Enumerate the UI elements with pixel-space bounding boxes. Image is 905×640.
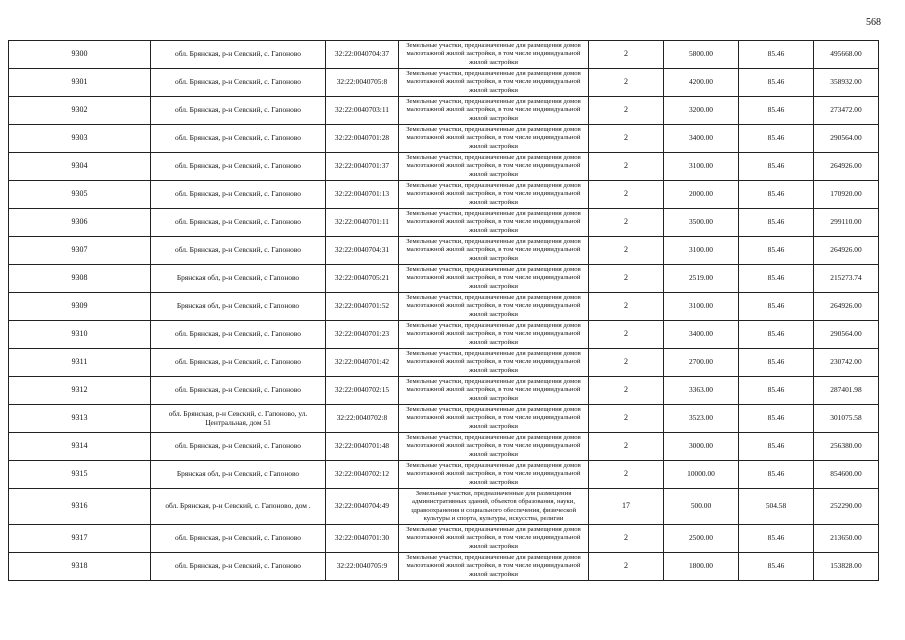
area-cell: 3000.00 — [664, 433, 739, 461]
row-number-cell: 9314 — [9, 433, 151, 461]
unit-value-cell: 85.46 — [739, 181, 814, 209]
row-number-cell: 9312 — [9, 377, 151, 405]
land-use-cell: Земельные участки, предназначенные для размещения домов малоэтажной жилой застройки, в том числе индивидуальной жилой застройки — [399, 349, 589, 377]
address-cell: Брянская обл, р-н Севский, с Гапоново — [151, 265, 326, 293]
use-group-cell: 17 — [589, 489, 664, 525]
area-cell: 3363.00 — [664, 377, 739, 405]
use-group-cell: 2 — [589, 41, 664, 69]
use-group-cell: 2 — [589, 377, 664, 405]
area-cell: 2500.00 — [664, 525, 739, 553]
address-cell: обл. Брянская, р-н Севский, с. Гапоново — [151, 181, 326, 209]
unit-value-cell: 85.46 — [739, 461, 814, 489]
row-number-cell: 9307 — [9, 237, 151, 265]
address-cell: обл. Брянская, р-н Севский, с. Гапоново — [151, 125, 326, 153]
land-use-cell: Земельные участки, предназначенные для размещения домов малоэтажной жилой застройки, в том числе индивидуальной жилой застройки — [399, 293, 589, 321]
cadastral-number-cell: 32:22:0040701:11 — [326, 209, 399, 237]
unit-value-cell: 85.46 — [739, 405, 814, 433]
table-row — [9, 41, 879, 69]
unit-value-cell: 85.46 — [739, 349, 814, 377]
table-row — [9, 181, 879, 209]
cadastral-number-cell: 32:22:0040705:8 — [326, 69, 399, 97]
cadastral-value-cell: 290564.00 — [814, 321, 879, 349]
unit-value-cell: 85.46 — [739, 153, 814, 181]
row-number-cell: 9305 — [9, 181, 151, 209]
table-row — [9, 97, 879, 125]
cadastral-value-cell: 287401.98 — [814, 377, 879, 405]
cadastral-number-cell: 32:22:0040701:23 — [326, 321, 399, 349]
area-cell: 3100.00 — [664, 237, 739, 265]
use-group-cell: 2 — [589, 181, 664, 209]
row-number-cell: 9317 — [9, 525, 151, 553]
cadastral-value-cell: 854600.00 — [814, 461, 879, 489]
address-cell: обл. Брянская, р-н Севский, с. Гапоново, ул. Центральная, дом 51 — [151, 405, 326, 433]
cadastral-value-cell: 301075.58 — [814, 405, 879, 433]
cadastral-number-cell: 32:22:0040701:30 — [326, 525, 399, 553]
table-row — [9, 293, 879, 321]
cadastral-number-cell: 32:22:0040705:9 — [326, 553, 399, 581]
unit-value-cell: 85.46 — [739, 553, 814, 581]
row-number-cell: 9316 — [9, 489, 151, 525]
cadastral-number-cell: 32:22:0040701:48 — [326, 433, 399, 461]
row-number-cell: 9318 — [9, 553, 151, 581]
land-use-cell: Земельные участки, предназначенные для размещения административных зданий, объектов образования, науки, здравоохранения и социального обеспечения, физической культуры и спорта, культуры, искусства, религии — [399, 489, 589, 525]
cadastral-number-cell: 32:22:0040703:11 — [326, 97, 399, 125]
table-row — [9, 433, 879, 461]
use-group-cell: 2 — [589, 209, 664, 237]
unit-value-cell: 85.46 — [739, 237, 814, 265]
use-group-cell: 2 — [589, 97, 664, 125]
use-group-cell: 2 — [589, 153, 664, 181]
area-cell: 3400.00 — [664, 125, 739, 153]
use-group-cell: 2 — [589, 525, 664, 553]
cadastral-value-cell: 153828.00 — [814, 553, 879, 581]
row-number-cell: 9308 — [9, 265, 151, 293]
use-group-cell: 2 — [589, 349, 664, 377]
cadastral-number-cell: 32:22:0040702:12 — [326, 461, 399, 489]
cadastral-number-cell: 32:22:0040701:13 — [326, 181, 399, 209]
area-cell: 3523.00 — [664, 405, 739, 433]
row-number-cell: 9315 — [9, 461, 151, 489]
use-group-cell: 2 — [589, 321, 664, 349]
address-cell: обл. Брянская, р-н Севский, с. Гапоново — [151, 433, 326, 461]
cadastral-value-cell: 290564.00 — [814, 125, 879, 153]
unit-value-cell: 85.46 — [739, 377, 814, 405]
cadastral-number-cell: 32:22:0040704:31 — [326, 237, 399, 265]
address-cell: обл. Брянская, р-н Севский, с. Гапоново — [151, 97, 326, 125]
area-cell: 3400.00 — [664, 321, 739, 349]
address-cell: обл. Брянская, р-н Севский, с. Гапоново — [151, 349, 326, 377]
row-number-cell: 9300 — [9, 41, 151, 69]
table-row — [9, 209, 879, 237]
use-group-cell: 2 — [589, 237, 664, 265]
table-row — [9, 461, 879, 489]
unit-value-cell: 85.46 — [739, 293, 814, 321]
table-row — [9, 237, 879, 265]
cadastral-number-cell: 32:22:0040704:37 — [326, 41, 399, 69]
cadastral-value-cell: 256380.00 — [814, 433, 879, 461]
cadastral-value-cell: 213650.00 — [814, 525, 879, 553]
row-number-cell: 9302 — [9, 97, 151, 125]
address-cell: Брянская обл, р-н Севский, с Гапоново — [151, 293, 326, 321]
table-row — [9, 489, 879, 525]
use-group-cell: 2 — [589, 265, 664, 293]
unit-value-cell: 85.46 — [739, 41, 814, 69]
land-use-cell: Земельные участки, предназначенные для размещения домов малоэтажной жилой застройки, в том числе индивидуальной жилой застройки — [399, 265, 589, 293]
land-use-cell: Земельные участки, предназначенные для размещения домов малоэтажной жилой застройки, в том числе индивидуальной жилой застройки — [399, 321, 589, 349]
cadastral-value-cell: 264926.00 — [814, 153, 879, 181]
land-use-cell: Земельные участки, предназначенные для размещения домов малоэтажной жилой застройки, в том числе индивидуальной жилой застройки — [399, 41, 589, 69]
use-group-cell: 2 — [589, 461, 664, 489]
cadastral-number-cell: 32:22:0040705:21 — [326, 265, 399, 293]
land-use-cell: Земельные участки, предназначенные для размещения домов малоэтажной жилой застройки, в том числе индивидуальной жилой застройки — [399, 125, 589, 153]
land-use-cell: Земельные участки, предназначенные для размещения домов малоэтажной жилой застройки, в том числе индивидуальной жилой застройки — [399, 237, 589, 265]
area-cell: 3500.00 — [664, 209, 739, 237]
address-cell: обл. Брянская, р-н Севский, с. Гапоново, дом . — [151, 489, 326, 525]
land-use-cell: Земельные участки, предназначенные для размещения домов малоэтажной жилой застройки, в том числе индивидуальной жилой застройки — [399, 461, 589, 489]
cadastral-number-cell: 32:22:0040701:52 — [326, 293, 399, 321]
land-use-cell: Земельные участки, предназначенные для размещения домов малоэтажной жилой застройки, в том числе индивидуальной жилой застройки — [399, 553, 589, 581]
address-cell: обл. Брянская, р-н Севский, с. Гапоново — [151, 209, 326, 237]
area-cell: 10000.00 — [664, 461, 739, 489]
address-cell: обл. Брянская, р-н Севский, с. Гапоново — [151, 553, 326, 581]
unit-value-cell: 85.46 — [739, 321, 814, 349]
area-cell: 3100.00 — [664, 293, 739, 321]
unit-value-cell: 85.46 — [739, 97, 814, 125]
address-cell: обл. Брянская, р-н Севский, с. Гапоново — [151, 41, 326, 69]
row-number-cell: 9303 — [9, 125, 151, 153]
cadastral-value-cell: 252290.00 — [814, 489, 879, 525]
address-cell: обл. Брянская, р-н Севский, с. Гапоново — [151, 377, 326, 405]
use-group-cell: 2 — [589, 69, 664, 97]
address-cell: обл. Брянская, р-н Севский, с. Гапоново — [151, 321, 326, 349]
table-row — [9, 525, 879, 553]
row-number-cell: 9311 — [9, 349, 151, 377]
cadastral-value-cell: 495668.00 — [814, 41, 879, 69]
address-cell: обл. Брянская, р-н Севский, с. Гапоново — [151, 237, 326, 265]
row-number-cell: 9313 — [9, 405, 151, 433]
unit-value-cell: 85.46 — [739, 525, 814, 553]
cadastral-value-cell: 215273.74 — [814, 265, 879, 293]
row-number-cell: 9310 — [9, 321, 151, 349]
land-use-cell: Земельные участки, предназначенные для размещения домов малоэтажной жилой застройки, в том числе индивидуальной жилой застройки — [399, 377, 589, 405]
cadastral-number-cell: 32:22:0040701:42 — [326, 349, 399, 377]
row-number-cell: 9304 — [9, 153, 151, 181]
table-row — [9, 377, 879, 405]
area-cell: 2700.00 — [664, 349, 739, 377]
cadastral-value-cell: 299110.00 — [814, 209, 879, 237]
page-number: 568 — [866, 17, 881, 28]
cadastral-number-cell: 32:22:0040701:28 — [326, 125, 399, 153]
land-use-cell: Земельные участки, предназначенные для размещения домов малоэтажной жилой застройки, в том числе индивидуальной жилой застройки — [399, 405, 589, 433]
area-cell: 2519.00 — [664, 265, 739, 293]
table-row — [9, 405, 879, 433]
cadastral-value-cell: 170920.00 — [814, 181, 879, 209]
cadastral-value-cell: 230742.00 — [814, 349, 879, 377]
cadastral-value-cell: 358932.00 — [814, 69, 879, 97]
unit-value-cell: 85.46 — [739, 433, 814, 461]
cadastral-number-cell: 32:22:0040704:49 — [326, 489, 399, 525]
land-use-cell: Земельные участки, предназначенные для размещения домов малоэтажной жилой застройки, в том числе индивидуальной жилой застройки — [399, 209, 589, 237]
unit-value-cell: 85.46 — [739, 209, 814, 237]
unit-value-cell: 85.46 — [739, 69, 814, 97]
use-group-cell: 2 — [589, 293, 664, 321]
land-use-cell: Земельные участки, предназначенные для размещения домов малоэтажной жилой застройки, в том числе индивидуальной жилой застройки — [399, 69, 589, 97]
land-use-cell: Земельные участки, предназначенные для размещения домов малоэтажной жилой застройки, в том числе индивидуальной жилой застройки — [399, 433, 589, 461]
area-cell: 3100.00 — [664, 153, 739, 181]
use-group-cell: 2 — [589, 125, 664, 153]
land-use-cell: Земельные участки, предназначенные для размещения домов малоэтажной жилой застройки, в том числе индивидуальной жилой застройки — [399, 525, 589, 553]
table-row — [9, 553, 879, 581]
table-body — [9, 41, 879, 581]
row-number-cell: 9306 — [9, 209, 151, 237]
row-number-cell: 9309 — [9, 293, 151, 321]
land-use-cell: Земельные участки, предназначенные для размещения домов малоэтажной жилой застройки, в том числе индивидуальной жилой застройки — [399, 97, 589, 125]
unit-value-cell: 504.58 — [739, 489, 814, 525]
table-row — [9, 349, 879, 377]
address-cell: Брянская обл, р-н Севский, с Гапоново — [151, 461, 326, 489]
area-cell: 3200.00 — [664, 97, 739, 125]
land-use-cell: Земельные участки, предназначенные для размещения домов малоэтажной жилой застройки, в том числе индивидуальной жилой застройки — [399, 153, 589, 181]
table-row — [9, 265, 879, 293]
table-row — [9, 69, 879, 97]
land-use-cell: Земельные участки, предназначенные для размещения домов малоэтажной жилой застройки, в том числе индивидуальной жилой застройки — [399, 181, 589, 209]
address-cell: обл. Брянская, р-н Севский, с. Гапоново — [151, 525, 326, 553]
address-cell: обл. Брянская, р-н Севский, с. Гапоново — [151, 69, 326, 97]
table-row — [9, 321, 879, 349]
area-cell: 2000.00 — [664, 181, 739, 209]
cadastral-number-cell: 32:22:0040702:8 — [326, 405, 399, 433]
unit-value-cell: 85.46 — [739, 125, 814, 153]
table-row — [9, 125, 879, 153]
cadastral-number-cell: 32:22:0040702:15 — [326, 377, 399, 405]
area-cell: 500.00 — [664, 489, 739, 525]
area-cell: 1800.00 — [664, 553, 739, 581]
cadastral-value-cell: 264926.00 — [814, 293, 879, 321]
row-number-cell: 9301 — [9, 69, 151, 97]
use-group-cell: 2 — [589, 405, 664, 433]
cadastral-value-cell: 273472.00 — [814, 97, 879, 125]
cadastral-number-cell: 32:22:0040701:37 — [326, 153, 399, 181]
area-cell: 4200.00 — [664, 69, 739, 97]
use-group-cell: 2 — [589, 553, 664, 581]
address-cell: обл. Брянская, р-н Севский, с. Гапоново — [151, 153, 326, 181]
land-registry-table — [8, 40, 879, 581]
cadastral-value-cell: 264926.00 — [814, 237, 879, 265]
unit-value-cell: 85.46 — [739, 265, 814, 293]
area-cell: 5800.00 — [664, 41, 739, 69]
use-group-cell: 2 — [589, 433, 664, 461]
table-row — [9, 153, 879, 181]
